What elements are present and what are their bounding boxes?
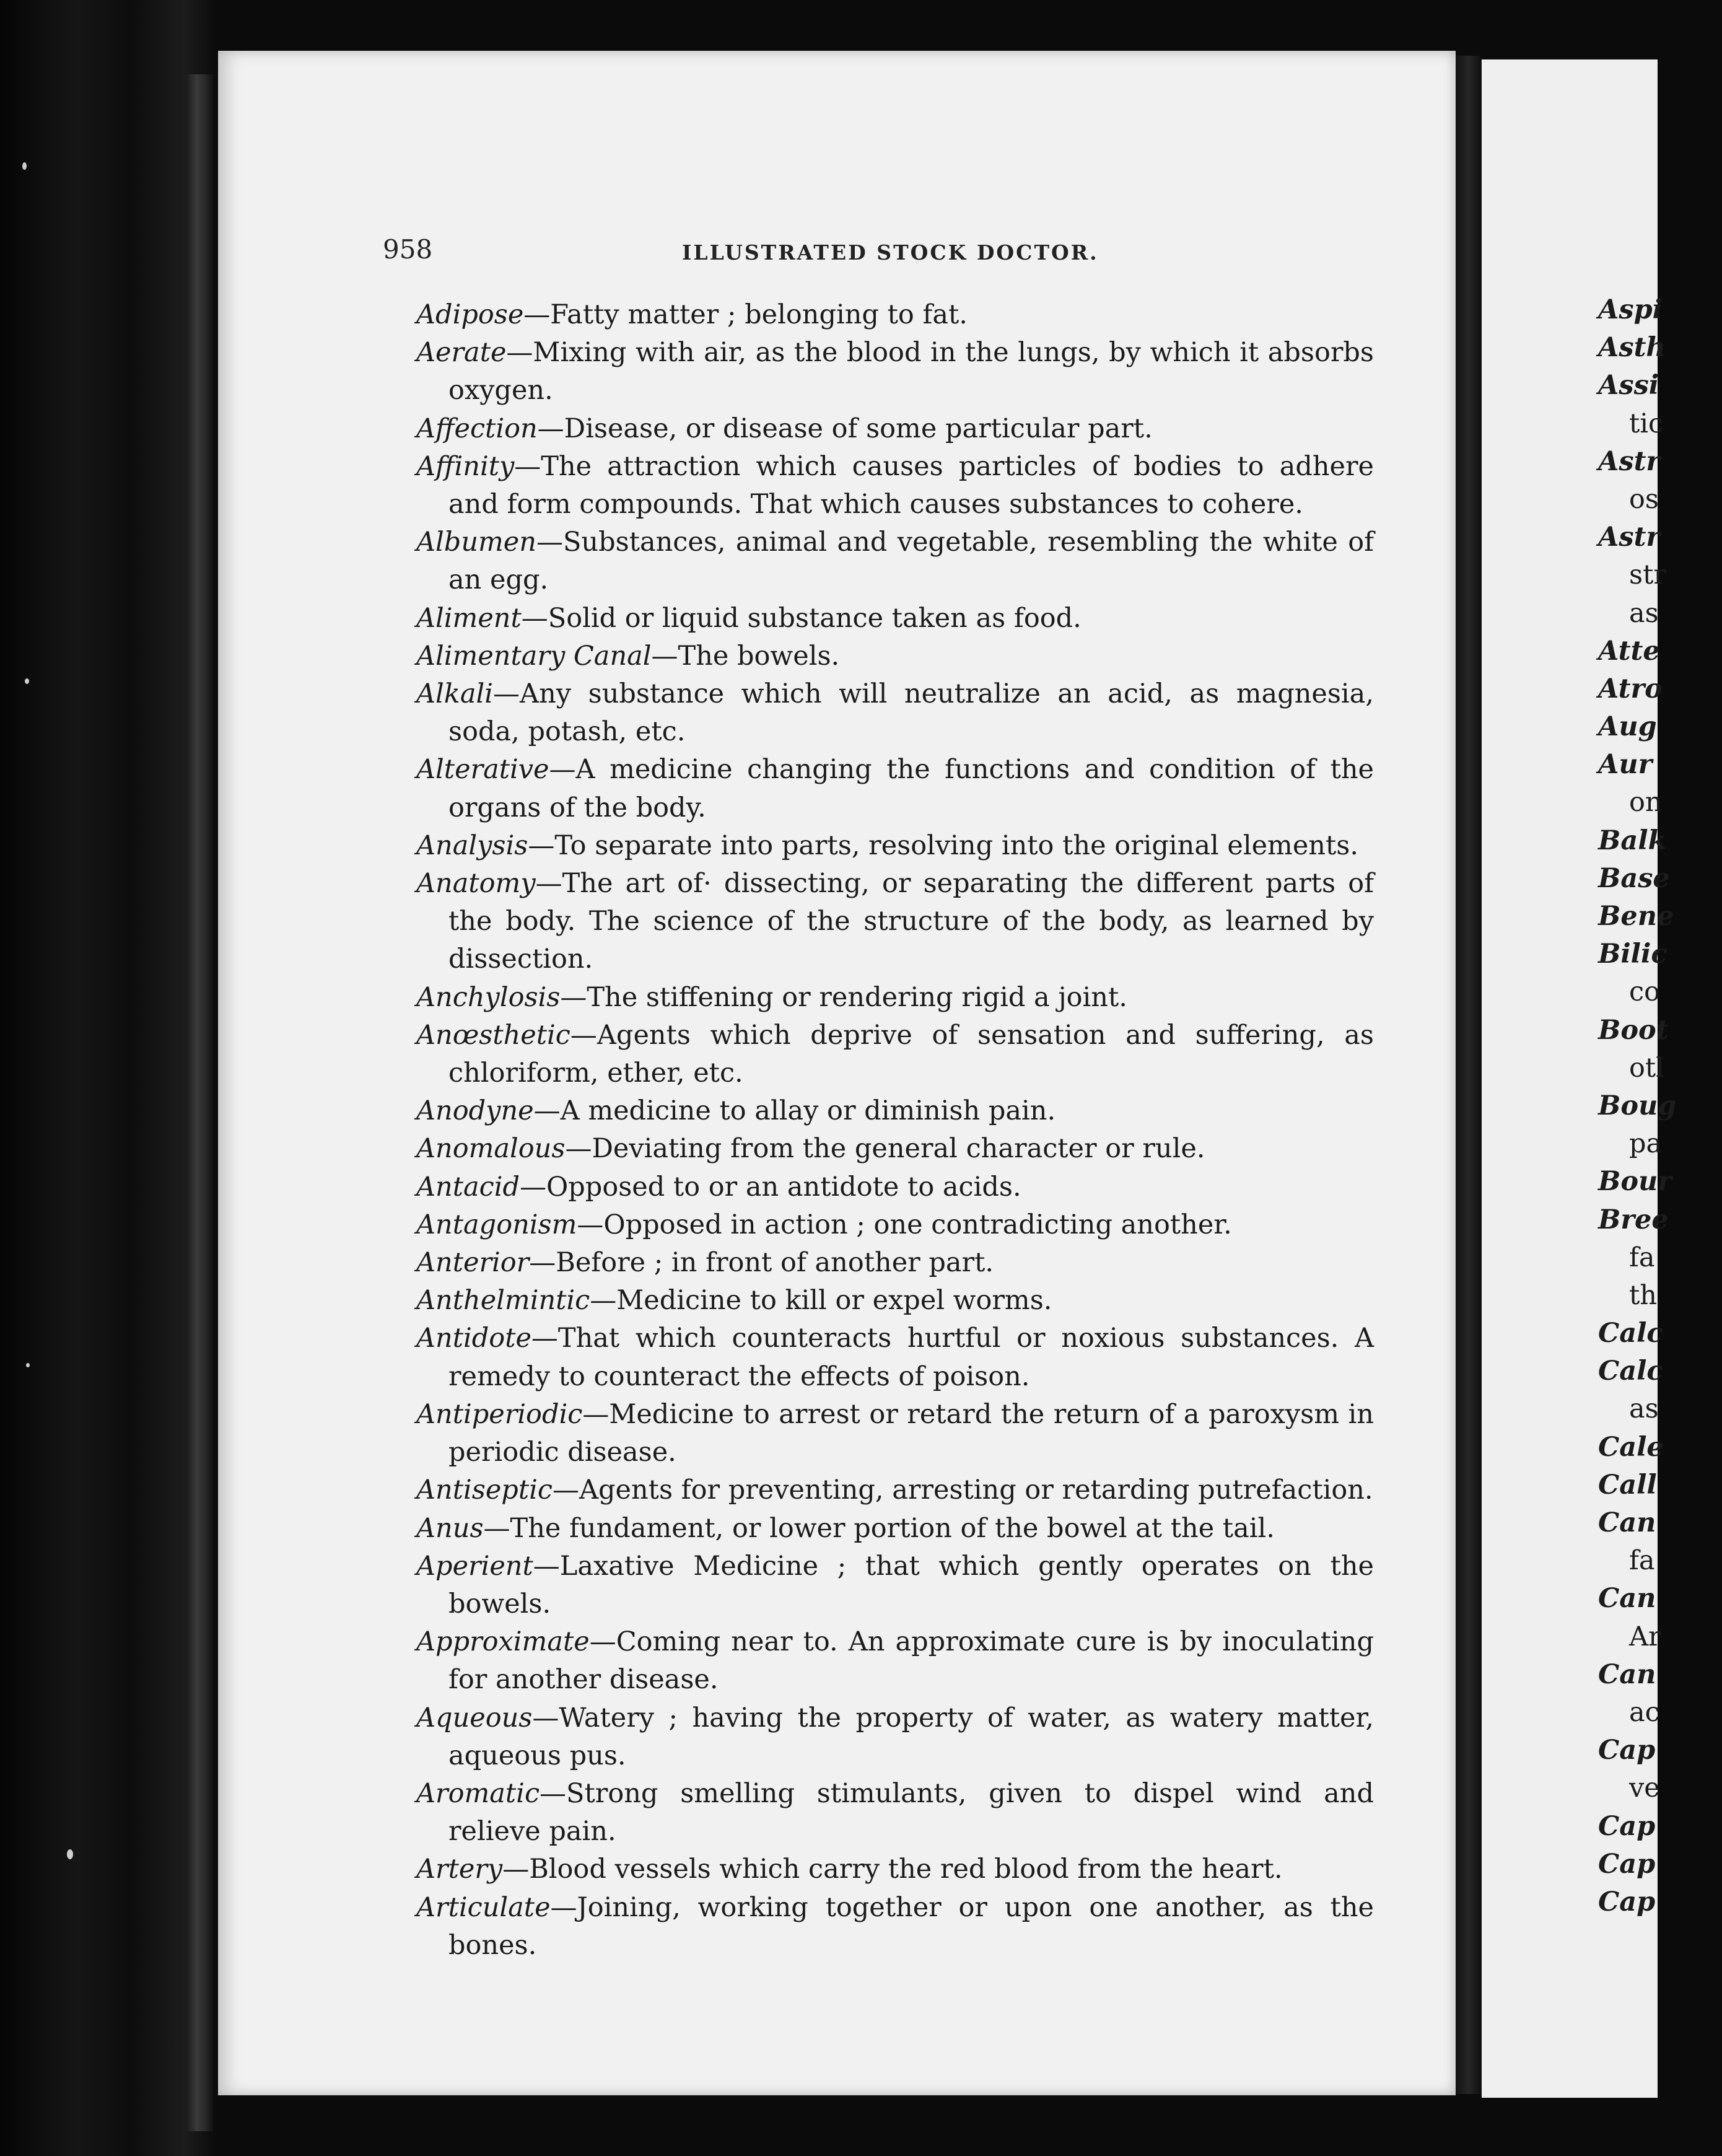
facing-line: Boug [1598,1090,1677,1121]
page-header [383,234,1374,271]
glossary-entry [416,334,1374,410]
glossary-entry [416,1320,1374,1395]
entry-definition: The fundament, or lower portion of the bowel at the tail. [510,1512,1275,1544]
entry-dash: — [570,1019,597,1051]
entry-term: Antidote [416,1323,531,1354]
entry-dash: — [577,1209,604,1240]
entry-dash: — [532,1702,559,1733]
entry-dash: — [651,640,678,672]
facing-line: tic [1629,408,1664,439]
facing-line: ac [1629,1696,1660,1728]
facing-line: Cale [1598,1431,1664,1463]
glossary-entry [416,1699,1374,1775]
entry-dash: — [529,1247,556,1279]
entry-dash: — [533,1095,561,1127]
facing-line: as [1629,1393,1659,1425]
facing-line: Atte [1598,635,1660,667]
entry-definition: Mixing with air, as the blood in the lungs, by which it absorbs oxygen. [448,337,1374,406]
entry-definition: The art of· dissecting, or separating the different parts of the body. The science of the structure of the body, as learned by dissection. [448,868,1374,975]
facing-line: fa [1629,1242,1655,1273]
glossary-entry [416,1130,1374,1168]
entry-term: Alimentary Canal [416,640,652,672]
entry-definition: Strong smelling stimulants, given to dispel wind and relieve pain. [448,1777,1374,1847]
entry-dash: — [565,1133,592,1165]
entry-dash: — [540,1777,567,1809]
entry-term: Analysis [416,830,528,861]
entry-definition: Agents for preventing, arresting or retarding putrefaction. [579,1475,1373,1506]
facing-line: Boot [1598,1014,1669,1046]
glossary-entry [416,600,1374,638]
facing-line: co [1629,976,1660,1008]
glossary-entry [416,296,1374,334]
glossary-entry [416,1396,1374,1471]
entry-term: Aliment [416,602,522,634]
entry-term: Aromatic [416,1777,540,1809]
entry-dash: — [506,337,533,369]
running-title: ILLUSTRATED STOCK DOCTOR. [682,240,1099,265]
entry-term: Anœsthetic [416,1019,570,1051]
facing-line: Cap [1598,1886,1656,1917]
glossary-entry [416,448,1374,524]
entry-dash: — [523,299,551,330]
entry-definition: To separate into parts, resolving into the original elements. [554,830,1358,861]
entry-term: Articulate [416,1891,551,1923]
facing-line: Can [1598,1659,1656,1690]
facing-line: Bour [1598,1166,1672,1198]
entry-term: Anomalous [416,1133,566,1165]
entry-term: Antiseptic [416,1475,553,1506]
entry-dash: — [550,1891,577,1923]
facing-line: Bree [1598,1204,1669,1235]
glossary-entry [416,827,1374,865]
glossary-entry [416,1548,1374,1623]
entry-definition: Fatty matter ; belonging to fat. [550,299,968,330]
facing-line: Cap [1598,1735,1656,1766]
entry-dash: — [493,678,520,710]
facing-line: str [1629,559,1666,591]
page-gutter [1456,56,1482,2094]
facing-line: os [1629,483,1659,515]
facing-line: Aspi [1598,294,1663,325]
facing-line: Ar [1629,1621,1661,1652]
entry-dash: — [590,1285,617,1317]
glossary-entry [416,524,1374,599]
glossary-entry [416,1206,1374,1244]
entry-definition: Deviating from the general character or rule. [592,1133,1205,1165]
entry-definition: Substances, animal and vegetable, resembling the white of an egg. [448,527,1374,596]
facing-line: Base [1598,862,1670,894]
entry-dash: — [560,981,587,1013]
facing-line: Cap [1598,1848,1656,1880]
dust-speck [22,162,27,170]
entry-definition: Coming near to. An approximate cure is by inoculating for another disease. [448,1626,1374,1696]
facing-line: Aug [1598,711,1657,743]
glossary-entry [416,1168,1374,1206]
facing-line: Atro [1598,673,1663,704]
facing-line: Astr [1598,522,1661,553]
entry-definition: A medicine changing the functions and condition of the organs of the body. [448,754,1374,823]
facing-line: Astr [1598,445,1661,477]
spine-edge [186,74,213,2131]
glossary-entry [416,865,1374,979]
glossary-entry [416,1017,1374,1092]
entry-definition: Laxative Medicine ; that which gently operates on the bowels. [448,1550,1374,1619]
facing-line: Balk [1598,825,1667,856]
glossary-entry [416,1282,1374,1320]
facing-line: pa [1629,1128,1663,1160]
facing-page-text [1598,291,1722,1921]
facing-line: otl [1629,1052,1664,1084]
entry-dash: — [514,450,541,482]
entry-definition: Disease, or disease of some particular part. [564,413,1153,444]
entry-term: Antagonism [416,1209,577,1240]
facing-line: th [1629,1279,1657,1311]
glossary-entry [416,751,1374,826]
entry-dash: — [528,830,555,861]
entry-term: Anatomy [416,868,536,900]
entry-term: Artery [416,1854,503,1885]
entry-definition: Solid or liquid substance taken as food. [548,602,1082,634]
entry-definition: Agents which deprive of sensation and suffering, as chloriform, ether, etc. [448,1019,1374,1089]
facing-line: Bene [1598,901,1674,932]
entry-term: Affinity [416,450,515,482]
facing-line: Can [1598,1583,1656,1615]
facing-line: Cap [1598,1810,1656,1842]
entry-dash: — [531,1323,558,1354]
entry-definition: Medicine to arrest or retard the return of a paroxysm in periodic disease. [448,1398,1374,1468]
entry-dash: — [520,1171,547,1203]
entry-dash: — [552,1475,579,1506]
entry-term: Affection [416,413,538,444]
facing-line: Aur [1598,749,1653,781]
glossary-entry [416,1510,1374,1548]
entry-definition: Blood vessels which carry the red blood from the heart. [529,1854,1283,1885]
entry-dash: — [533,1550,560,1582]
entry-definition: Any substance which will neutralize an acid, as magnesia, soda, potash, etc. [448,678,1374,748]
dust-speck [67,1849,73,1859]
entry-dash: — [521,602,548,634]
glossary-entry [416,638,1374,675]
facing-line: Calc [1598,1318,1663,1349]
entry-term: Aerate [416,337,507,369]
entry-dash: — [536,527,563,558]
entry-definition: Medicine to kill or expel worms. [616,1285,1052,1317]
glossary-entry [416,1244,1374,1282]
facing-line: Assi [1598,370,1659,401]
entry-term: Anodyne [416,1095,534,1127]
entry-term: Anterior [416,1247,530,1279]
facing-line: as [1629,597,1659,629]
facing-line: Bilic [1598,939,1667,970]
glossary-entry [416,1889,1374,1965]
entry-term: Aqueous [416,1702,533,1733]
entry-dash: — [535,868,562,900]
entry-definition: Opposed in action ; one contradicting another. [603,1209,1232,1240]
entry-dash: — [589,1626,616,1658]
entry-definition: Opposed to or an antidote to acids. [546,1171,1021,1203]
entry-term: Anchylosis [416,981,561,1013]
glossary-entry [416,675,1374,751]
entry-term: Antacid [416,1171,520,1203]
entry-definition: A medicine to allay or diminish pain. [560,1095,1056,1127]
entry-definition: The stiffening or rendering rigid a joint. [587,981,1127,1013]
entry-term: Adipose [416,299,524,330]
entry-definition: The attraction which causes particles of bodies to adhere and form compounds. That which causes substances to cohere. [448,450,1374,520]
entry-definition: That which counteracts hurtful or noxious substances. A remedy to counteract the effects of poison. [448,1323,1374,1392]
glossary-entry [416,1471,1374,1509]
facing-line: Call [1598,1469,1657,1501]
glossary-entry [416,1623,1374,1699]
facing-line: Can [1598,1507,1656,1538]
glossary-entries [416,296,1374,1965]
entry-definition: Before ; in front of another part. [556,1247,994,1279]
entry-dash: — [502,1854,530,1885]
entry-dash: — [549,754,576,786]
glossary-entry [416,410,1374,448]
entry-term: Anus [416,1512,484,1544]
entry-dash: — [537,413,564,444]
glossary-entry [416,979,1374,1017]
glossary-entry [416,1851,1374,1888]
entry-term: Albumen [416,527,536,558]
entry-term: Alterative [416,754,549,786]
facing-line: ve [1629,1773,1660,1804]
entry-term: Approximate [416,1626,590,1658]
entry-term: Aperient [416,1550,533,1582]
dust-speck [25,678,29,684]
entry-dash: — [483,1512,510,1544]
glossary-entry [416,1092,1374,1130]
entry-definition: The bowels. [678,640,840,672]
facing-line: on [1629,787,1663,818]
page-number: 958 [383,234,433,265]
entry-term: Antiperiodic [416,1398,583,1430]
entry-term: Alkali [416,678,494,710]
entry-definition: Watery ; having the property of water, as watery matter, aqueous pus. [448,1702,1374,1771]
facing-line: Calc [1598,1356,1663,1387]
entry-definition: Joining, working together or upon one another, as the bones. [448,1891,1374,1961]
entry-term: Anthelmintic [416,1285,590,1317]
glossary-entry [416,1775,1374,1851]
dust-speck [26,1363,30,1367]
facing-line: Asth [1598,332,1666,364]
entry-dash: — [582,1398,610,1430]
facing-line: fa [1629,1545,1655,1577]
